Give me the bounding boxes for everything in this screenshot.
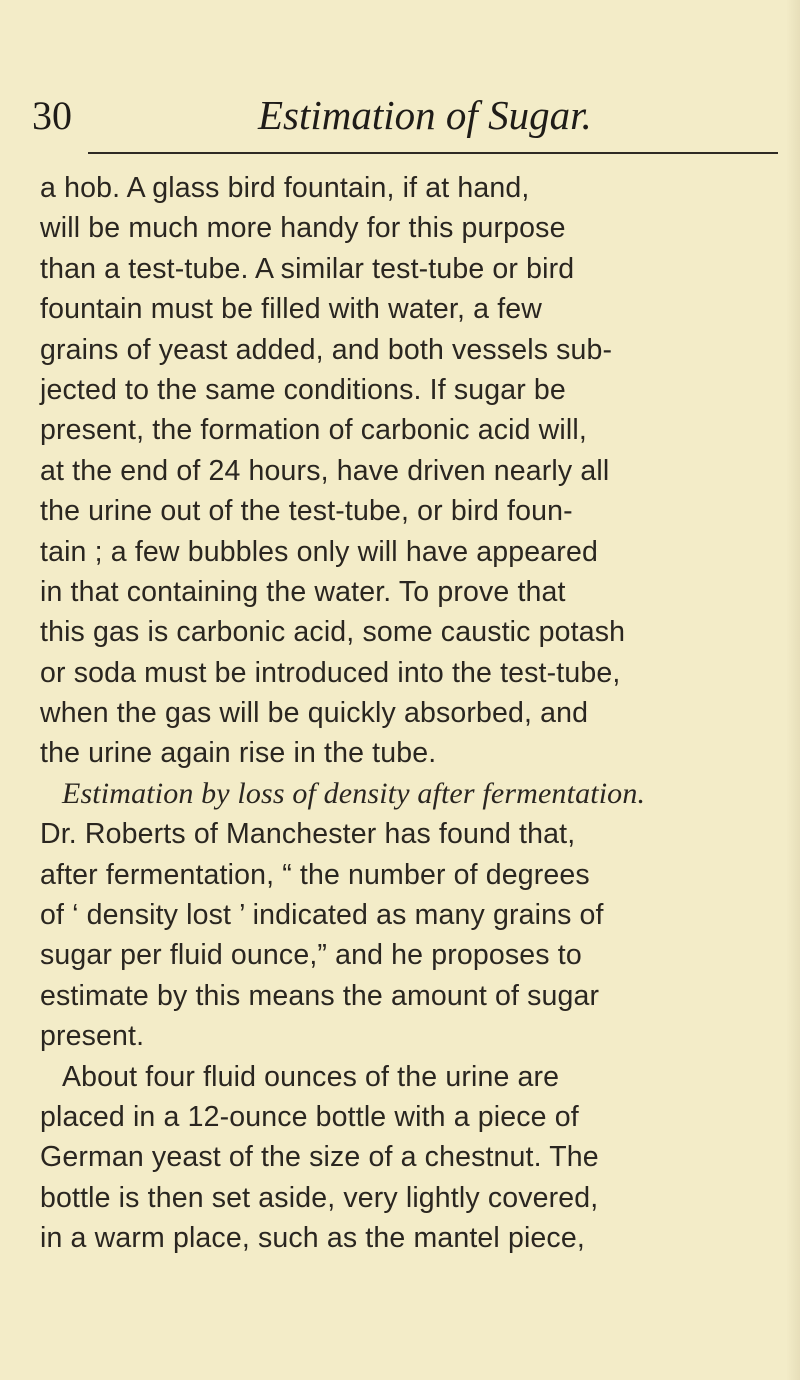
text-line: placed in a 12-ounce bottle with a piece of <box>40 1100 579 1133</box>
body-text <box>40 168 785 1259</box>
text-line: this gas is carbonic acid, some caustic potash <box>40 616 626 649</box>
text-line: than a test-tube. A similar test-tube or bird <box>40 252 575 285</box>
text-line: at the end of 24 hours, have driven nearly all <box>40 454 610 487</box>
running-title: Estimation of Sugar. <box>258 92 592 138</box>
text-line: will be much more handy for this purpose <box>40 212 566 245</box>
text-line: a hob. A glass bird fountain, if at hand, <box>40 172 530 204</box>
text-line: German yeast of the size of a chestnut. The <box>40 1141 599 1174</box>
text-line: present. <box>40 1020 145 1053</box>
text-line: sugar per fluid ounce,” and he proposes to <box>40 939 582 972</box>
text-line: the urine again rise in the tube. <box>40 737 437 770</box>
page-edge-shadow <box>786 0 800 1380</box>
page-number: 30 <box>32 93 72 138</box>
text-line: fountain must be filled with water, a few <box>40 293 542 326</box>
text-line: Dr. Roberts of Manchester has found that, <box>40 818 576 851</box>
text-line: estimate by this means the amount of sugar <box>40 979 600 1012</box>
text-line: present, the formation of carbonic acid will, <box>40 414 587 447</box>
page-header <box>0 78 800 140</box>
text-line: when the gas will be quickly absorbed, and <box>40 697 589 730</box>
text-line: jected to the same conditions. If sugar be <box>40 373 566 406</box>
text-line: in a warm place, such as the mantel piece, <box>40 1222 585 1255</box>
text-line: tain ; a few bubbles only will have appeared <box>40 535 598 568</box>
text-line: after fermentation, “ the number of degrees <box>40 858 590 891</box>
text-line: bottle is then set aside, very lightly covered, <box>40 1181 599 1214</box>
text-line: grains of yeast added, and both vessels sub- <box>40 333 613 366</box>
header-rule <box>88 152 778 154</box>
text-line: of ‘ density lost ’ indicated as many grains of <box>40 899 604 932</box>
text-line: or soda must be introduced into the test-tube, <box>40 656 621 689</box>
paragraph-first-line: About four fluid ounces of the urine are <box>62 1060 560 1093</box>
text-line: in that containing the water. To prove that <box>40 575 566 608</box>
section-heading-italic: Estimation by loss of density after fermentation. <box>62 776 646 810</box>
text-line: the urine out of the test-tube, or bird foun- <box>40 495 573 528</box>
